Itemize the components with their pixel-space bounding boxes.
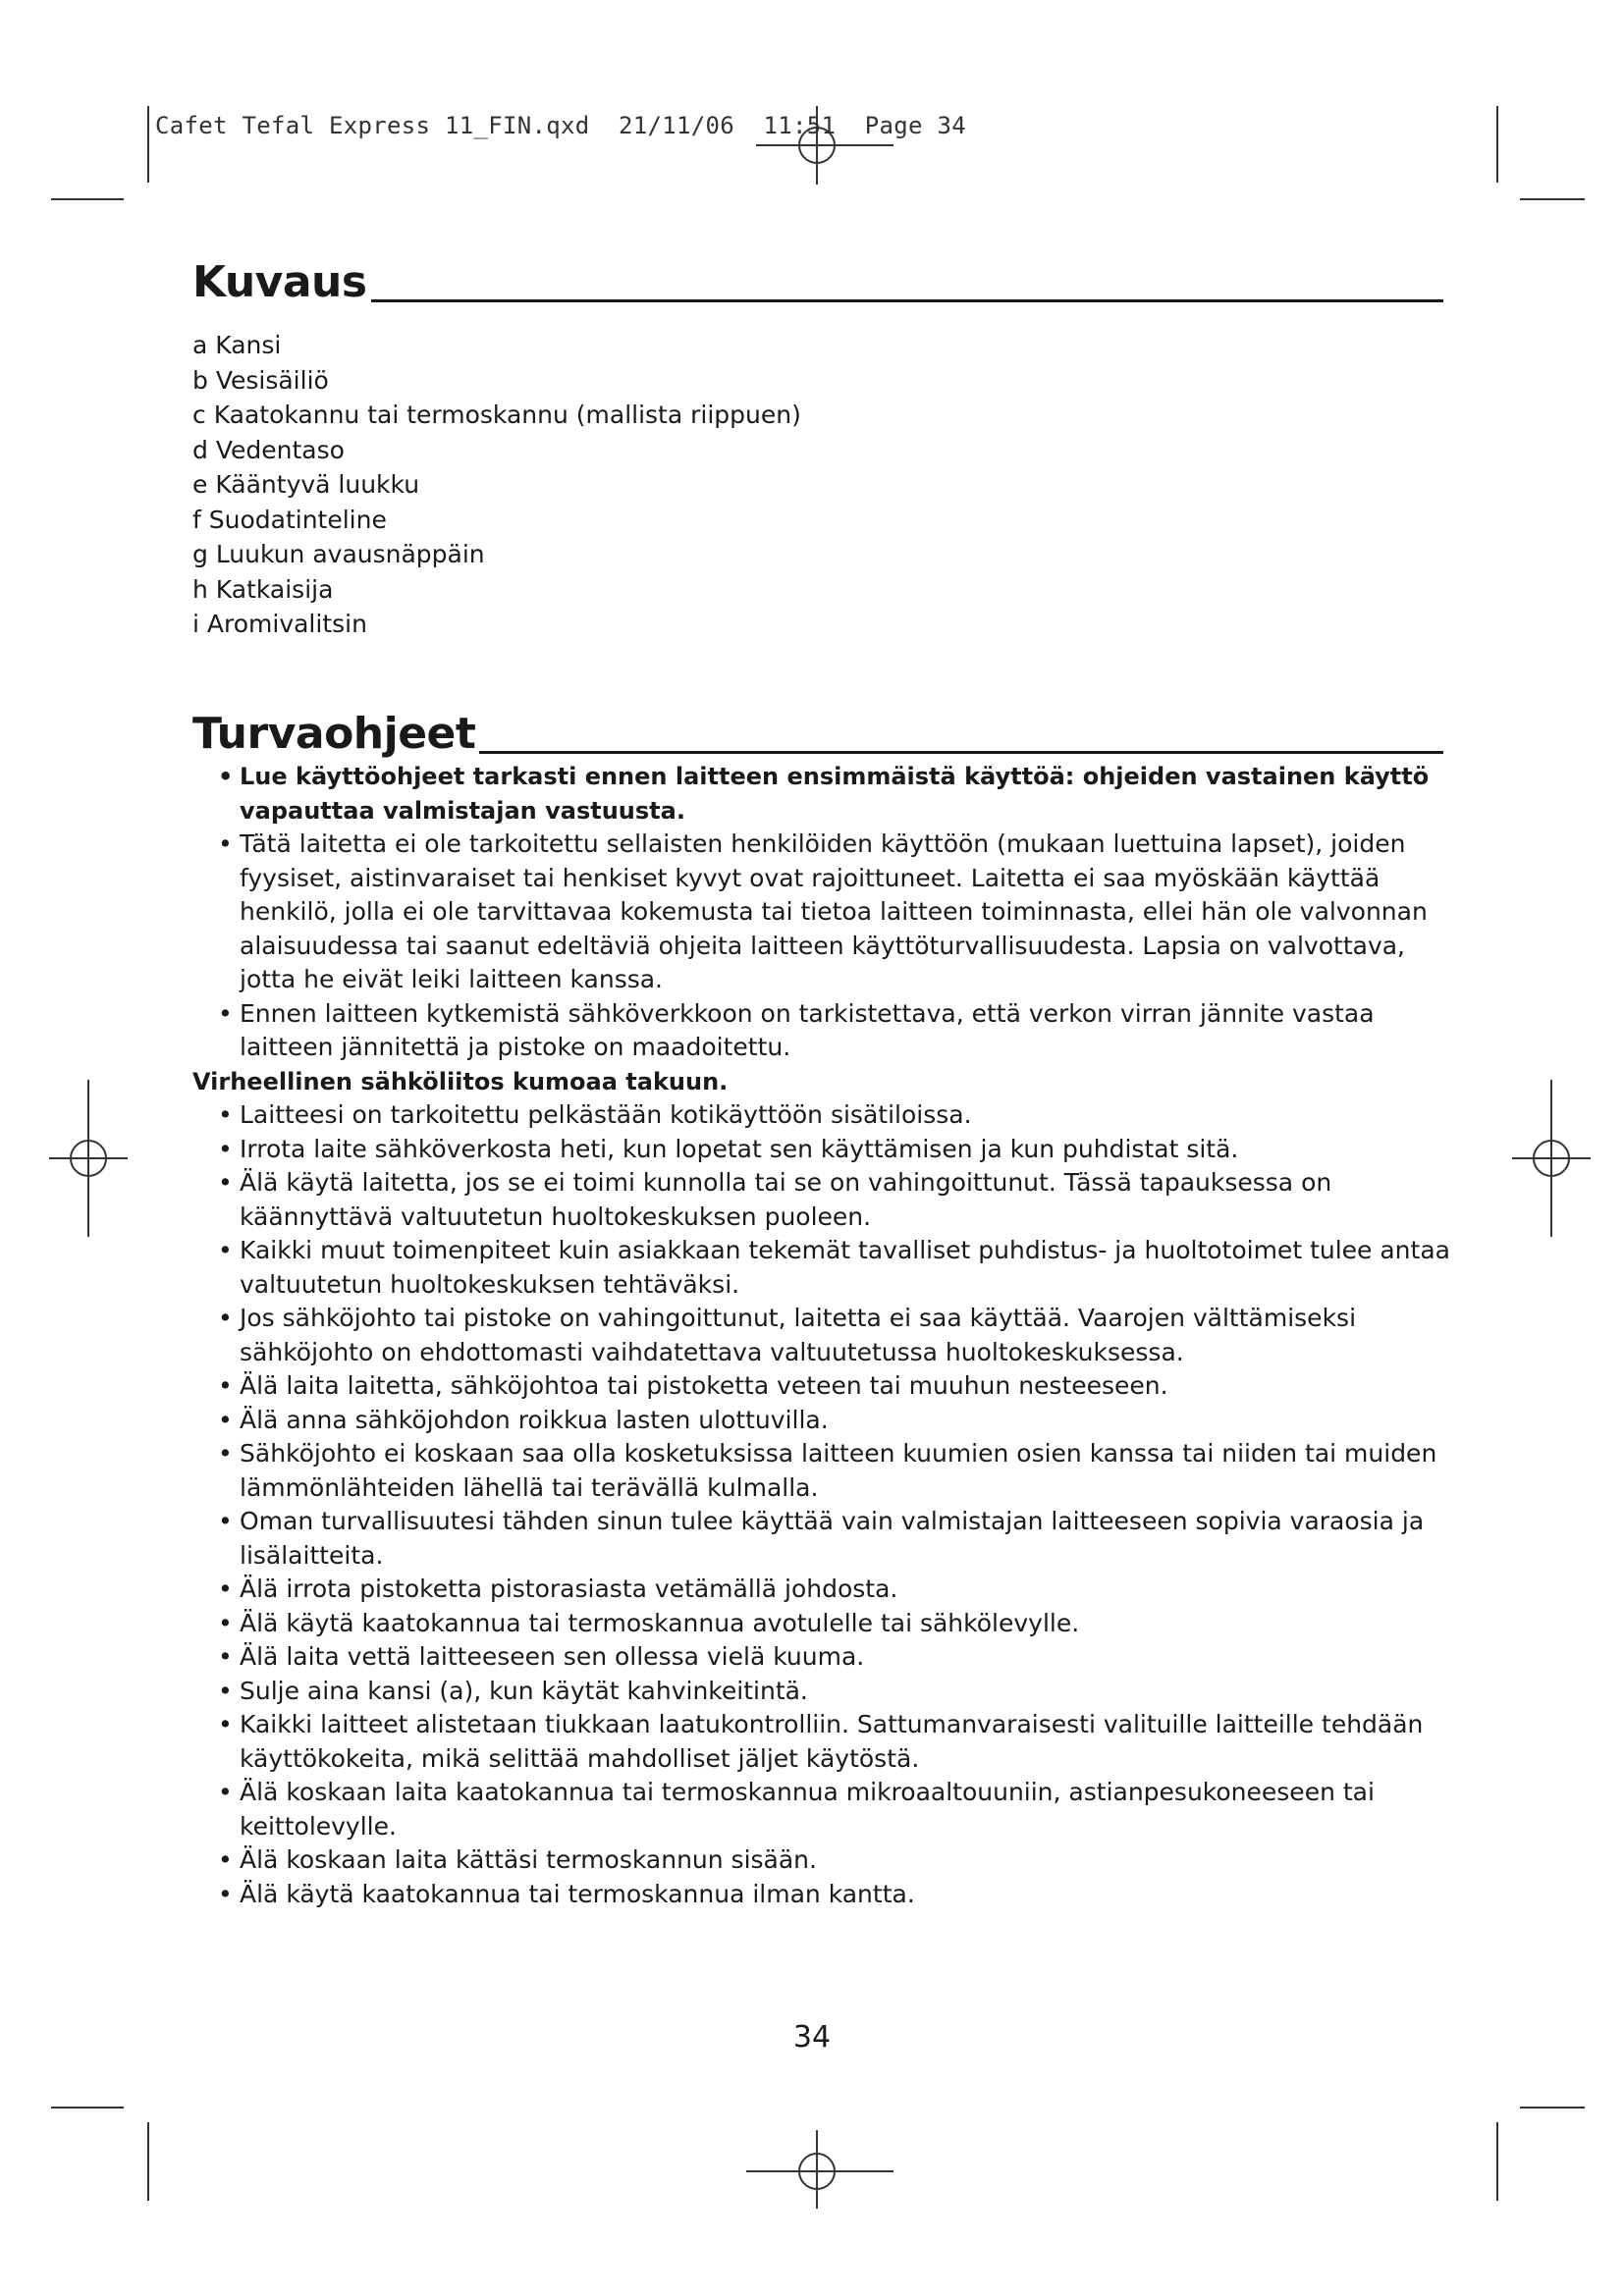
- bullet-icon: •: [218, 1879, 233, 1908]
- bullet-icon: •: [218, 1405, 233, 1434]
- list-item: e Kääntyvä luukku: [192, 470, 420, 499]
- list-item: h Katkaisija: [192, 574, 334, 604]
- crop-mark: [1520, 198, 1585, 200]
- heading-rule: [371, 299, 1443, 302]
- bullet-icon: •: [218, 829, 233, 858]
- list-item: • Kaikki muut toimenpiteet kuin asiakkaan tekemät tavalliset puhdistus- ja huoltotoimet tulee antaa valtuutetun huoltokeskuksen tehtäväksi.: [218, 1236, 1450, 1299]
- list-item: • Sulje aina kansi (a), kun käytät kahvinkeitintä.: [192, 1675, 1469, 1709]
- registration-mark-icon: [49, 1080, 128, 1237]
- list-item: • Laitteesi on tarkoitettu pelkästään kotikäyttöön sisätiloissa.: [192, 1098, 1469, 1133]
- list-item: • Sähköjohto ei koskaan saa olla kosketuksissa laitteen kuumien osien kanssa tai niiden tai muiden lämmönlähteiden lähellä tai terävällä kulmalla.: [218, 1439, 1437, 1502]
- crop-mark: [1520, 2107, 1585, 2109]
- list-item: • Irrota laite sähköverkosta heti, kun lopetat sen käyttämisen ja kun puhdistat sitä.: [192, 1133, 1469, 1167]
- list-item: • Älä koskaan laita kättäsi termoskannun sisään.: [192, 1843, 1469, 1878]
- section-heading-safety: [192, 709, 1443, 759]
- section-heading-description: [192, 257, 1443, 307]
- crop-mark: [1496, 106, 1498, 183]
- list-item: f Suodatinteline: [192, 505, 387, 534]
- bullet-icon: •: [218, 1134, 233, 1163]
- list-item: • Älä anna sähköjohdon roikkua lasten ulottuvilla.: [192, 1404, 1469, 1438]
- list-item: g Luukun avausnäppäin: [192, 540, 485, 568]
- registration-mark-icon: [746, 2130, 893, 2209]
- warranty-warning: Virheellinen sähköliitos kumoaa takuun.: [192, 1067, 729, 1095]
- list-item: • Älä laita vettä laitteeseen sen ollessa vielä kuuma.: [192, 1640, 1469, 1675]
- bullet-icon: •: [218, 1168, 233, 1197]
- list-item: d Vedentaso: [192, 435, 345, 464]
- list-item: • Jos sähköjohto tai pistoke on vahingoittunut, laitetta ei saa käyttää. Vaarojen välttämiseksi sähköjohto on ehdottomasti vaihdatettava valtuutetussa huoltokeskuksessa.: [218, 1304, 1357, 1366]
- list-item: i Aromivalitsin: [192, 610, 367, 638]
- heading-rule: [479, 751, 1443, 754]
- list-item: • Älä koskaan laita kaatokannua tai termoskannua mikroaaltouuniin, astianpesukoneeseen tai keittolevylle.: [218, 1778, 1375, 1841]
- bullet-icon: •: [218, 998, 233, 1028]
- list-item: • Tätä laitetta ei ole tarkoitettu sellaisten henkilöiden käyttöön (mukaan luettuina lapset), joiden fyysiset, aistinvaraiset tai henkiset kyvyt ovat rajoittuneet. Laitetta ei saa myöskään käyttää henkilö, jolla ei ole tarvittavaa kokemusta tai tietoa laitteen toiminnasta, ellei hän ole valvonnan alaisuudessa tai saanut edeltäviä ohjeita laitteen käyttöturvallisuudesta. Lapsia on valvottava, jotta he eivät leiki laitteen kanssa.: [218, 829, 1428, 993]
- crop-mark: [51, 2107, 124, 2109]
- crop-mark: [147, 106, 149, 183]
- list-item: • Älä käytä kaatokannua tai termoskannua avotulelle tai sähkölevylle.: [192, 1607, 1469, 1641]
- crop-mark: [1496, 2122, 1498, 2201]
- list-item: • Ennen laitteen kytkemistä sähköverkkoon on tarkistettava, että verkon virran jännite vastaa laitteen jännitettä ja pistoke on maadoitettu.: [218, 998, 1375, 1061]
- list-item: • Kaikki laitteet alistetaan tiukkaan laatukontrolliin. Sattumanvaraisesti valituille laitteille tehdään käyttökokeita, mikä selittää mahdolliset jäljet käytöstä.: [218, 1710, 1424, 1773]
- bullet-icon: •: [218, 1100, 233, 1129]
- print-slug: Cafet Tefal Express 11_FIN.qxd 21/11/06 11:51 Page 34: [155, 112, 966, 139]
- list-item: • Älä käytä kaatokannua tai termoskannua ilman kantta.: [192, 1878, 1469, 1912]
- list-item: b Vesisäiliö: [192, 365, 329, 395]
- list-item: • Älä laita laitetta, sähköjohtoa tai pistoketta veteen tai muuhun nesteeseen.: [192, 1369, 1469, 1404]
- bullet-icon: •: [218, 1236, 233, 1264]
- safety-instructions: [192, 760, 1469, 1911]
- list-item: • Lue käyttöohjeet tarkasti ennen laitteen ensimmäistä käyttöä: ohjeiden vastainen käyttö vapauttaa valmistajan vastuusta.: [192, 760, 1469, 828]
- parts-list: [192, 328, 801, 642]
- list-item: • Oman turvallisuutesi tähden sinun tulee käyttää vain valmistajan laitteeseen sopivia varaosia ja lisälaitteita.: [218, 1507, 1425, 1570]
- list-item: • Älä irrota pistoketta pistorasiasta vetämällä johdosta.: [192, 1573, 1469, 1607]
- crop-mark: [147, 2122, 149, 2201]
- registration-mark-icon: [1512, 1080, 1591, 1237]
- bullet-icon: •: [218, 1439, 233, 1468]
- bullet-icon: •: [218, 1642, 233, 1671]
- bullet-icon: •: [218, 1608, 233, 1637]
- bullet-icon: •: [218, 1845, 233, 1874]
- page-number: 34: [792, 2020, 832, 2055]
- bullet-icon: •: [218, 1507, 233, 1535]
- list-item: • Älä käytä laitetta, jos se ei toimi kunnolla tai se on vahingoittunut. Tässä tapauksessa on käännyttävä valtuutetun huoltokeskuksen puoleen.: [218, 1168, 1332, 1231]
- list-item: a Kansi: [192, 331, 282, 359]
- list-item: c Kaatokannu tai termoskannu (mallista riippuen): [192, 400, 801, 429]
- bullet-icon: •: [218, 1575, 233, 1603]
- bullet-icon: •: [218, 1778, 233, 1806]
- description-title: Kuvaus: [192, 257, 367, 307]
- bullet-icon: •: [218, 1676, 233, 1705]
- safety-title: Turvaohjeet: [192, 709, 476, 759]
- bullet-icon: •: [218, 763, 234, 790]
- bullet-icon: •: [218, 1710, 233, 1738]
- crop-mark: [51, 198, 124, 200]
- bullet-icon: •: [218, 1304, 233, 1332]
- bullet-icon: •: [218, 1371, 233, 1400]
